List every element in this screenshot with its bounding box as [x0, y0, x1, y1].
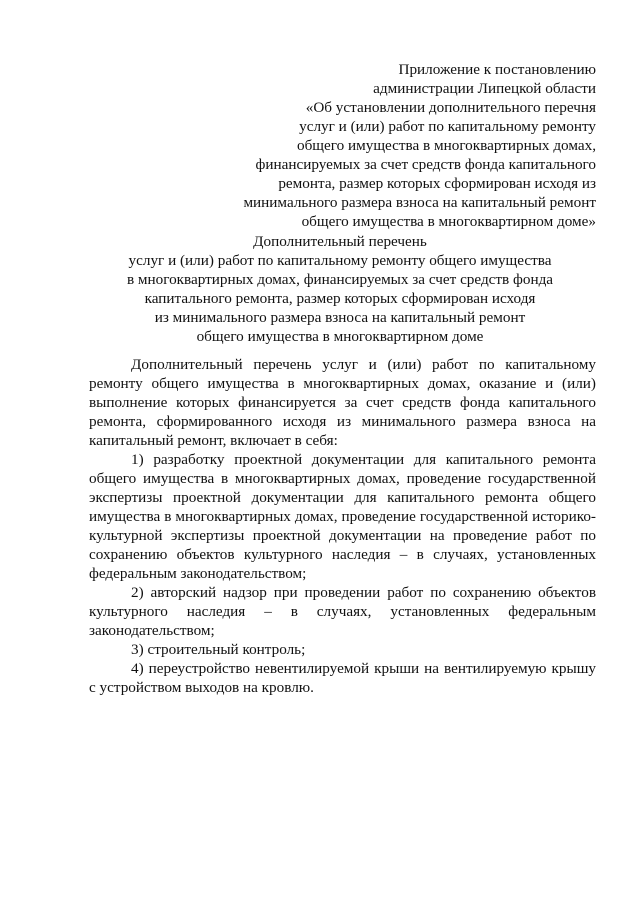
appendix-header — [176, 60, 596, 231]
list-item-4: 4) переустройство невентилируемой крыши на вентилируемую крышу с устройством выходов на кровлю. — [89, 660, 596, 696]
appendix-line: ремонта, размер которых сформирован исходя из — [278, 175, 596, 192]
title-line: в многоквартирных домах, финансируемых за счет средств фонда — [126, 271, 554, 288]
appendix-line: «Об установлении дополнительного перечня — [305, 99, 596, 116]
appendix-line: финансируемых за счет средств фонда капитального — [255, 156, 596, 173]
title-line: из минимального размера взноса на капитальный ремонт — [154, 309, 526, 326]
document-title — [40, 232, 640, 346]
intro-paragraph: Дополнительный перечень услуг и (или) работ по капитальному ремонту общего имущества в многоквартирных домах, оказание и (или) выполнение которых финансируется за счет средств фонда капитального ремонта, сформированного исходя из минимального размера взноса на капитальный ремонт, включает в себя: — [89, 356, 596, 449]
document-body — [89, 355, 596, 697]
title-line: услуг и (или) работ по капитальному ремонту общего имущества — [128, 252, 552, 269]
list-item-2: 2) авторский надзор при проведении работ по сохранению объектов культурного наследия – в случаях, установленных федеральным законодательством; — [89, 584, 596, 639]
title-line: Дополнительный перечень — [253, 233, 427, 250]
appendix-line: услуг и (или) работ по капитальному ремонту — [299, 118, 596, 135]
appendix-line: общего имущества в многоквартирном доме» — [301, 213, 596, 230]
appendix-line: общего имущества в многоквартирных домах, — [296, 137, 596, 154]
title-line: капитального ремонта, размер которых сформирован исходя — [144, 290, 536, 307]
list-item-3: 3) строительный контроль; — [131, 641, 306, 658]
appendix-line: администрации Липецкой области — [373, 80, 596, 97]
appendix-line: минимального размера взноса на капитальный ремонт — [243, 194, 596, 211]
title-line: общего имущества в многоквартирном доме — [196, 328, 484, 345]
list-item-1: 1) разработку проектной документации для капитального ремонта общего имущества в многоквартирных домах, проведение государственной экспертизы проектной документации для капитального ремонта общего имущества в многоквартирных домах, проведение государственной историко-культурной экспертизы проектной документации на проведение работ по сохранению объектов культурного наследия – в случаях, установленных федеральным законодательством; — [89, 451, 596, 582]
appendix-line: Приложение к постановлению — [398, 61, 596, 78]
